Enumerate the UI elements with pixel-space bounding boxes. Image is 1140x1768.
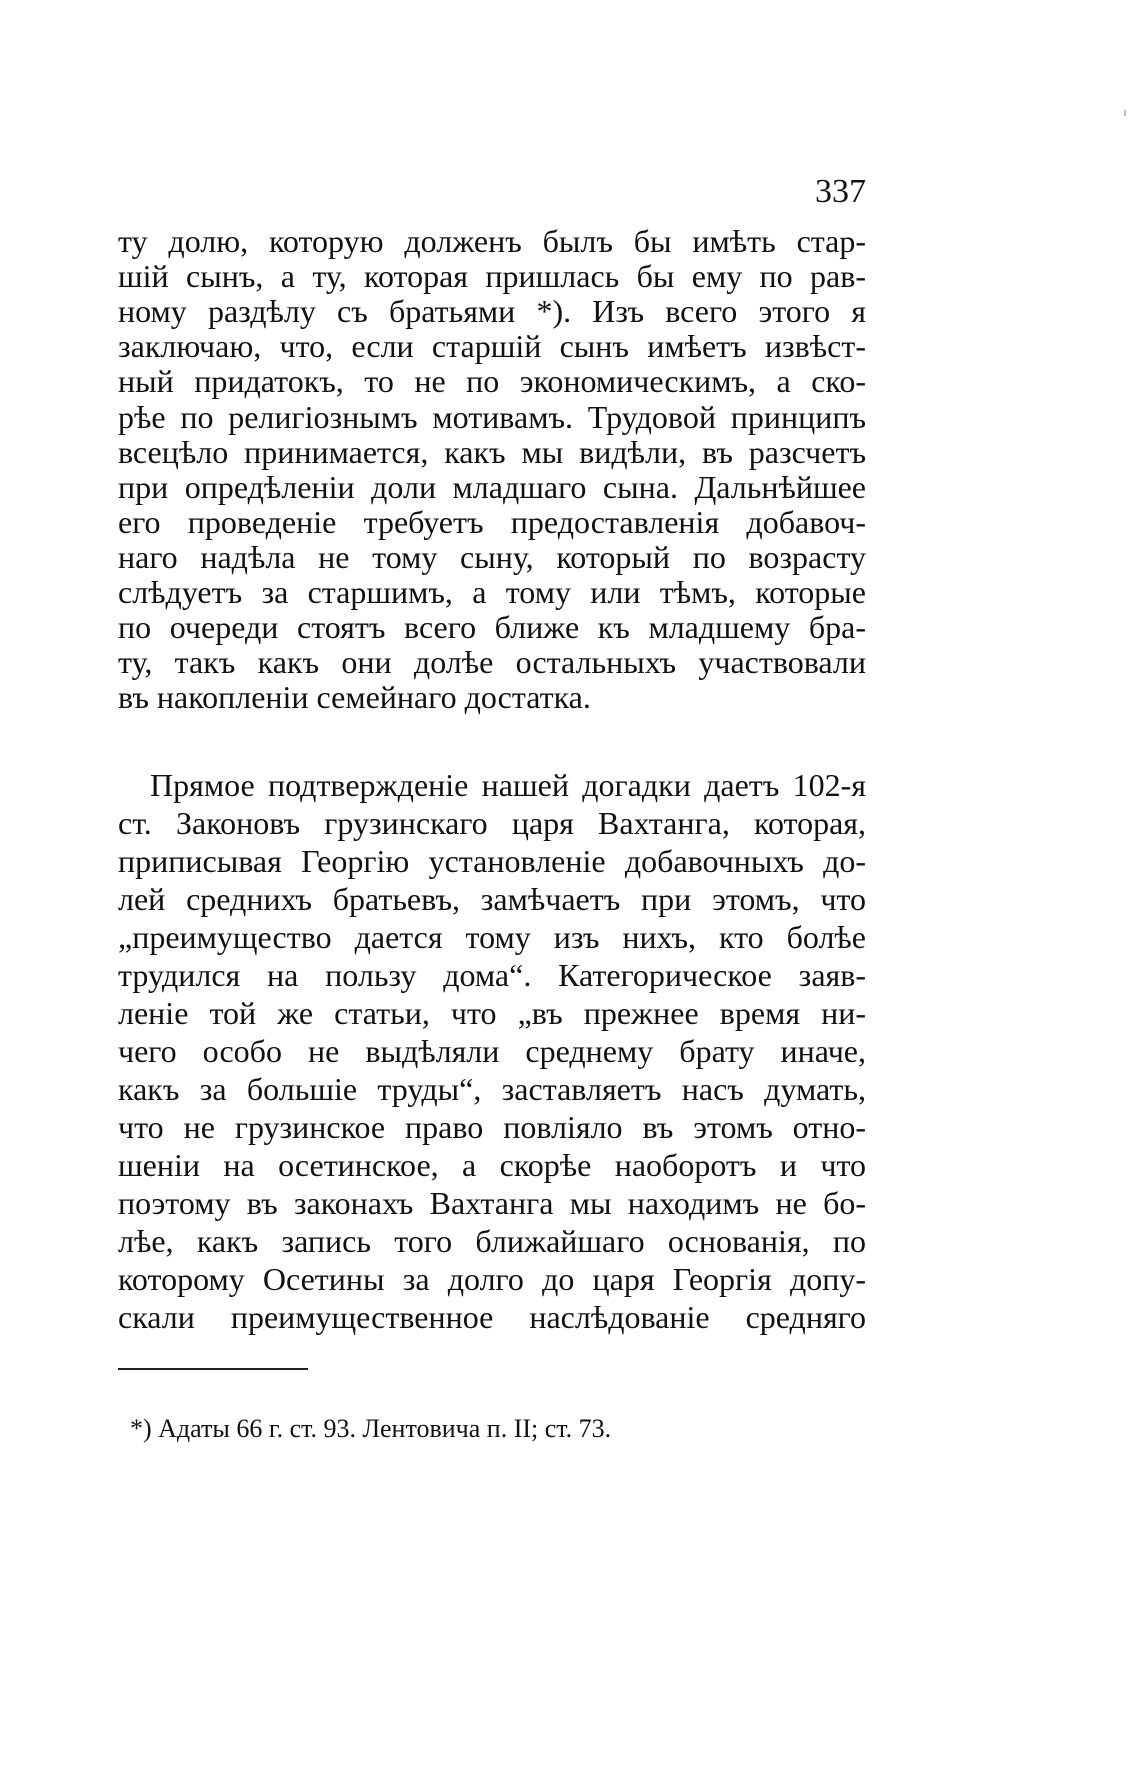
text-line: лей среднихъ братьевъ, замѣчаетъ при этомъ, что	[118, 881, 866, 917]
text-line: заключаю, что, если старшій сынъ имѣетъ извѣст-	[118, 328, 866, 364]
text-line: лѣе, какъ запись того ближайшаго основанія, по	[118, 1223, 866, 1259]
text-line: леніе той же статьи, что „въ прежнее время ни-	[118, 995, 866, 1031]
text-line: по очереди стоятъ всего ближе къ младшему бра-	[118, 609, 866, 645]
text-line: шій сынъ, а ту, которая пришлась бы ему по рав-	[118, 258, 866, 294]
text-line: которому Осетины за долго до царя Георгія допу-	[118, 1261, 866, 1297]
page-number: 337	[815, 173, 866, 210]
text-line: ст. Законовъ грузинскаго царя Вахтанга, которая,	[118, 805, 866, 841]
text-line: наго надѣла не тому сыну, который по возрасту	[118, 539, 866, 575]
text-line: „преимущество дается тому изъ нихъ, кто болѣе	[118, 919, 866, 955]
text-line: ному раздѣлу съ братьями *). Изъ всего этого я	[118, 293, 866, 329]
page-edge-mark	[1124, 110, 1126, 116]
text-line: ту, такъ какъ они долѣе остальныхъ участвовали	[118, 644, 866, 680]
text-line: всецѣло принимается, какъ мы видѣли, въ разсчетъ	[118, 434, 866, 470]
footnote: *) Адаты 66 г. ст. 93. Лентовича п. II; ст. 73.	[130, 1414, 612, 1443]
text-line: его проведеніе требуетъ предоставленія добавоч-	[118, 504, 866, 540]
text-line: что не грузинское право повліяло въ этомъ отно-	[118, 1109, 866, 1145]
text-line: въ накопленіи семейнаго достатка.	[118, 679, 591, 715]
text-line: приписывая Георгію установленіе добавочныхъ до-	[118, 843, 866, 879]
text-line: ту долю, которую долженъ былъ бы имѣть стар-	[118, 223, 866, 259]
text-line: при опредѣленіи доли младшаго сына. Дальнѣйшее	[118, 469, 866, 505]
text-line: ный придатокъ, то не по экономическимъ, а ско-	[118, 363, 866, 399]
footnote-divider	[118, 1368, 308, 1370]
text-line: трудился на пользу дома“. Категорическое заяв-	[118, 957, 866, 993]
text-line: рѣе по религіознымъ мотивамъ. Трудовой принципъ	[118, 399, 866, 435]
text-line: шеніи на осетинское, а скорѣе наоборотъ и что	[118, 1147, 866, 1183]
text-line: поэтому въ законахъ Вахтанга мы находимъ не бо-	[118, 1185, 866, 1221]
text-line: скали преимущественное наслѣдованіе средняго	[118, 1299, 866, 1335]
text-line: слѣдуетъ за старшимъ, а тому или тѣмъ, которые	[118, 574, 866, 610]
text-line: Прямое подтвержденіе нашей догадки даетъ 102-я	[150, 767, 866, 803]
text-line: какъ за большіе труды“, заставляетъ насъ думать,	[118, 1071, 866, 1107]
text-line: чего особо не выдѣляли среднему брату иначе,	[118, 1033, 866, 1069]
